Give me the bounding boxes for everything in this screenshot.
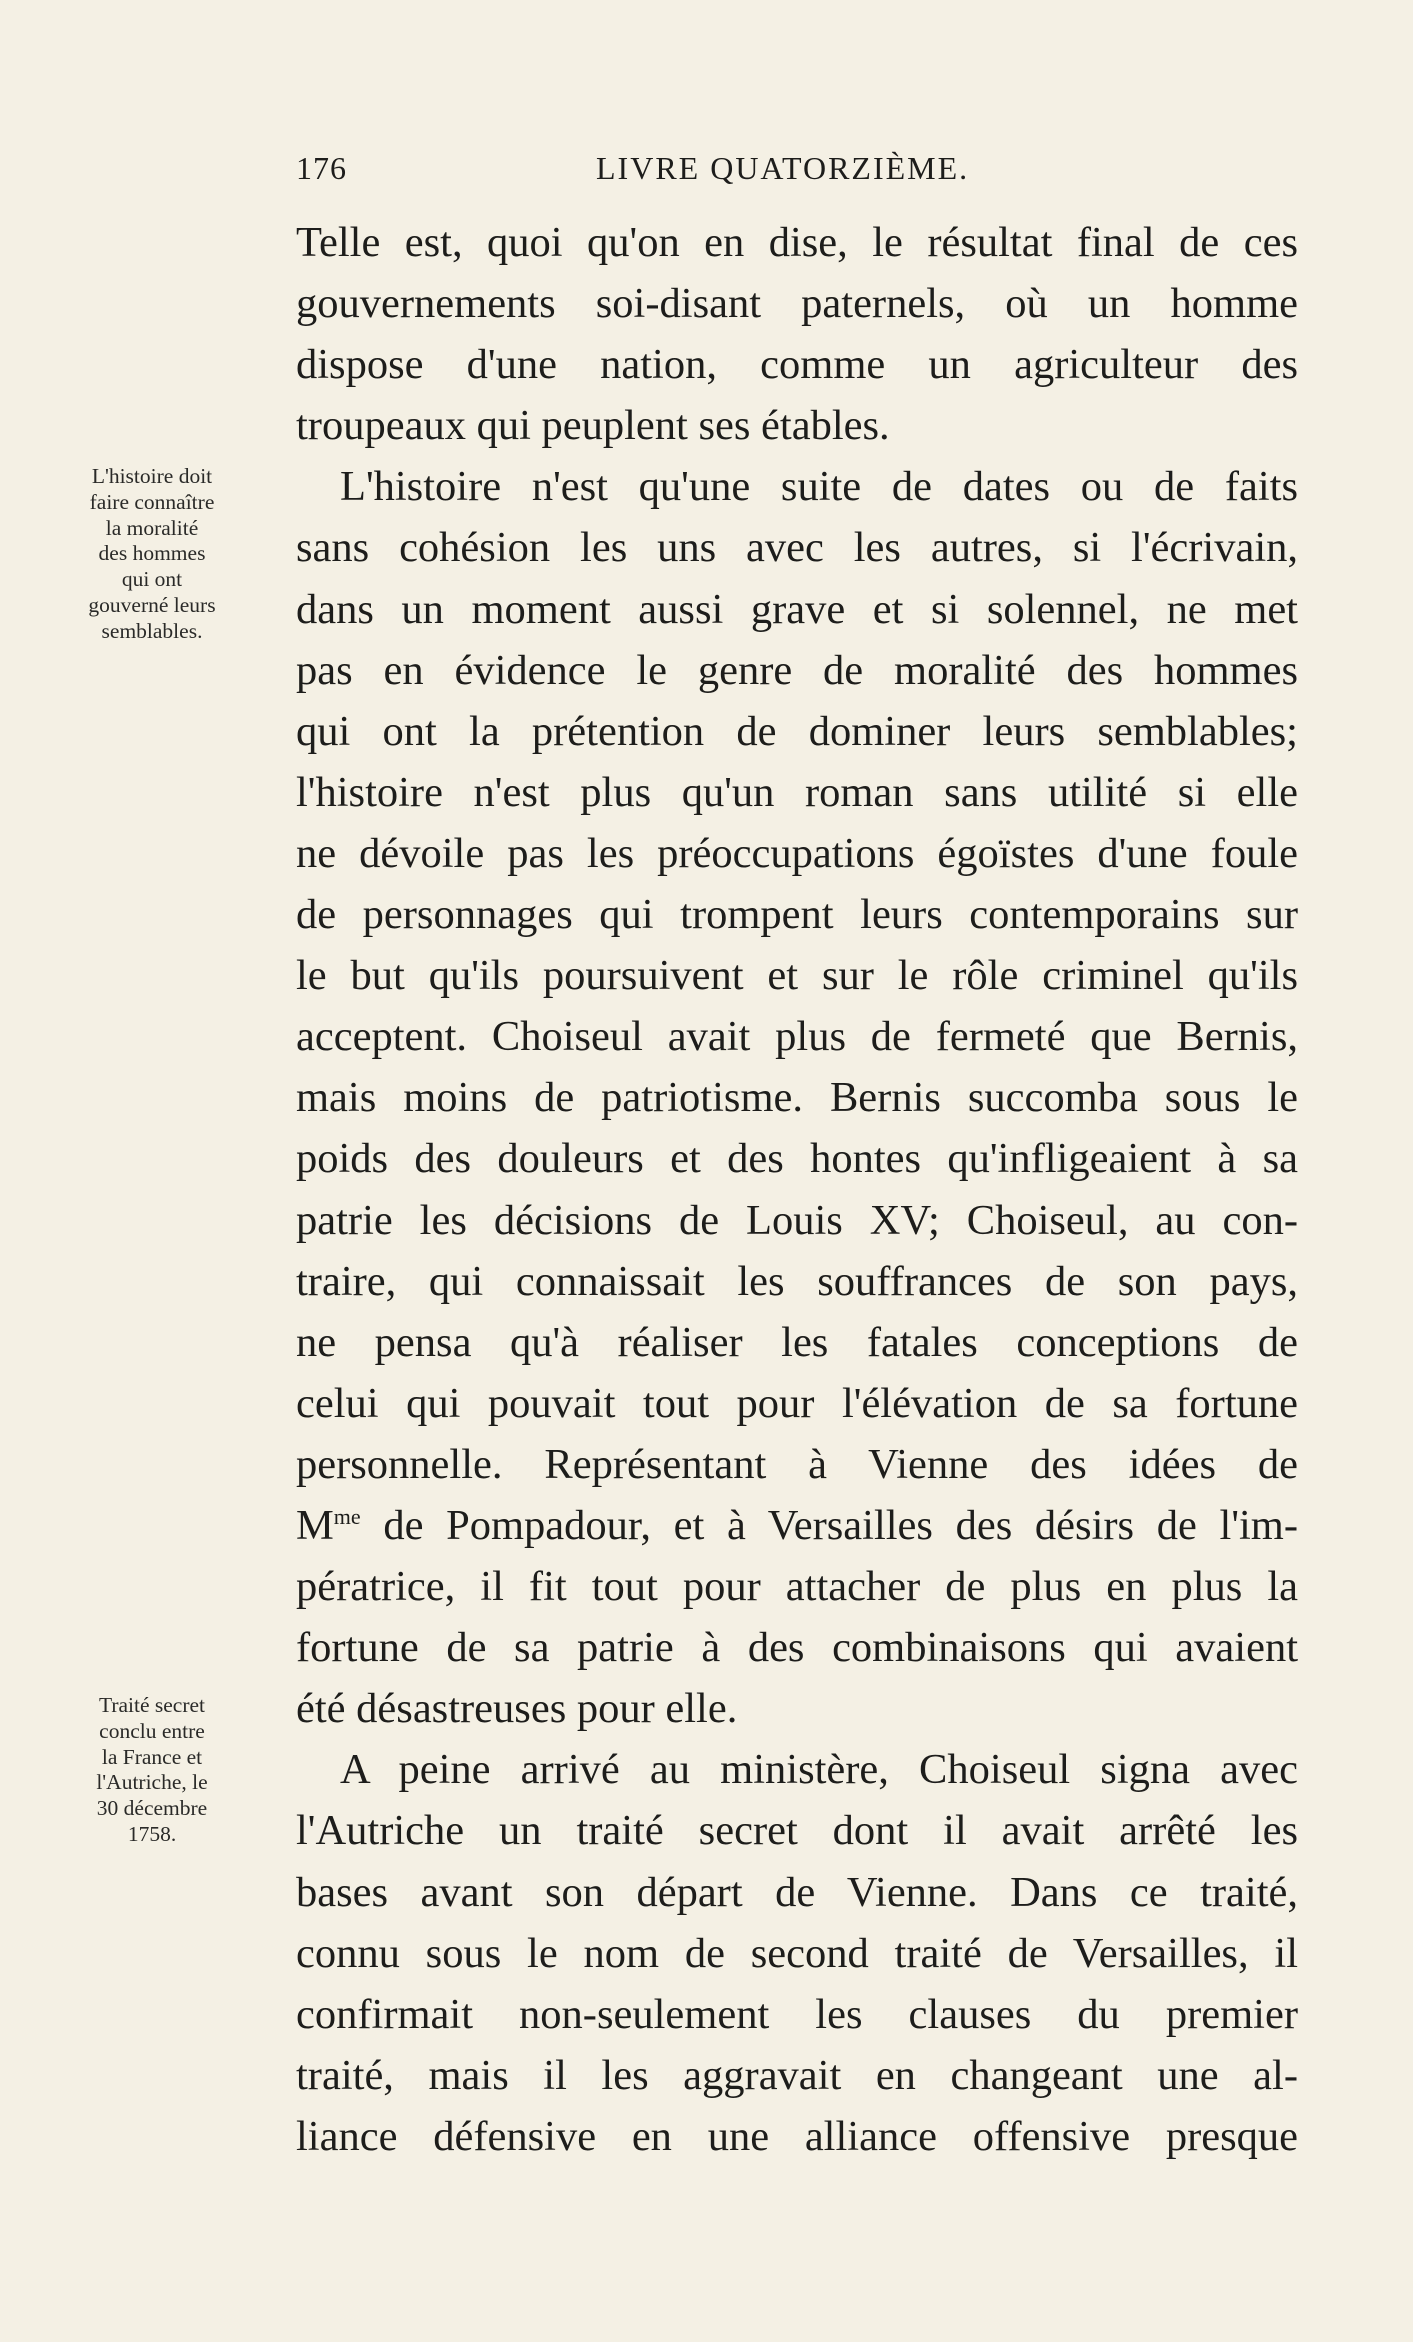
- text-line: l'Autriche un traité secret dont il avait arrêté les: [296, 1807, 1298, 1855]
- text-line: Telle est, quoi qu'on en dise, le résultat final de ces: [296, 219, 1298, 266]
- text-line: bases avant son départ de Vienne. Dans ce traité,: [296, 1868, 1298, 1916]
- margin-note-line: 30 décembre: [96, 1796, 208, 1821]
- text-line: traité, mais il les aggravait en changeant une al-: [296, 2051, 1298, 2099]
- text-line: celui qui pouvait tout pour l'élévation de sa fortune: [296, 1379, 1298, 1427]
- text-line: pératrice, il fit tout pour attacher de plus en plus la: [296, 1563, 1298, 1611]
- margin-note-line: L'histoire doit: [91, 464, 213, 488]
- text-line: fortune de sa patrie à des combinaisons qui avaient: [296, 1624, 1298, 1672]
- margin-note-line: 1758.: [127, 1821, 177, 1846]
- text-line: liance défensive en une alliance offensive presque: [296, 2112, 1298, 2160]
- text-line: le but qu'ils poursuivent et sur le rôle criminel qu'ils: [296, 952, 1298, 1000]
- text-line: L'histoire n'est qu'une suite de dates ou de faits: [340, 463, 1298, 511]
- text-line: qui ont la prétention de dominer leurs semblables;: [296, 707, 1298, 755]
- margin-note-secret-treaty: [48, 1693, 256, 1848]
- margin-note-line: la moralité: [105, 515, 199, 540]
- paragraph-1: [296, 212, 1298, 456]
- margin-note-line: gouverné leurs: [88, 592, 216, 617]
- margin-note-history-morality: [48, 464, 256, 645]
- mme-rest: de Pompadour, et à Versailles des désirs de l'im-: [360, 1501, 1298, 1549]
- text-line: dispose d'une nation, comme un agriculteur des: [296, 341, 1298, 389]
- body-text: [296, 212, 1298, 2167]
- text-line: personnelle. Représentant à Vienne des idées de: [296, 1440, 1298, 1488]
- margin-note-line: faire connaître: [89, 489, 215, 514]
- mme-superscript: me: [333, 1503, 361, 1529]
- margin-note-line: des hommes: [98, 541, 206, 566]
- margin-note-line: l'Autriche, le: [96, 1770, 208, 1795]
- text-line: confirmait non-seulement les clauses du premier: [296, 1990, 1298, 2038]
- paragraph-3: [296, 1739, 1298, 2167]
- page-number: 176: [296, 150, 347, 186]
- margin-note-line: Traité secret: [98, 1693, 206, 1717]
- margin-note-line: conclu entre: [99, 1718, 205, 1743]
- text-line: acceptent. Choiseul avait plus de fermeté que Bernis,: [296, 1013, 1298, 1061]
- text-line: dans un moment aussi grave et si solennel, ne met: [296, 585, 1298, 633]
- paragraph-2: [296, 456, 1298, 1739]
- text-line: été désastreuses pour elle.: [296, 1685, 738, 1733]
- text-line: sans cohésion les uns avec les autres, si l'écrivain,: [296, 524, 1298, 572]
- text-line: traire, qui connaissait les souffrances de son pays,: [296, 1257, 1298, 1305]
- page-header: [296, 150, 1296, 200]
- running-title: LIVRE QUATORZIÈME.: [596, 150, 970, 186]
- text-line: troupeaux qui peuplent ses étables.: [296, 402, 890, 450]
- text-line: ne dévoile pas les préoccupations égoïstes d'une foule: [296, 829, 1298, 877]
- mme-prefix: M: [296, 1501, 334, 1549]
- margin-note-line: qui ont: [121, 567, 183, 592]
- margin-note-line: la France et: [101, 1744, 203, 1769]
- text-line: poids des douleurs et des hontes qu'infligeaient à sa: [296, 1135, 1298, 1183]
- text-line: l'histoire n'est plus qu'un roman sans utilité si elle: [296, 768, 1298, 816]
- text-line: patrie les décisions de Louis XV; Choiseul, au con-: [296, 1196, 1298, 1244]
- text-line: ne pensa qu'à réaliser les fatales conceptions de: [296, 1318, 1298, 1366]
- text-line: de personnages qui trompent leurs contemporains sur: [296, 891, 1298, 939]
- margin-note-line: semblables.: [101, 618, 203, 643]
- text-line: gouvernements soi-disant paternels, où un homme: [296, 280, 1298, 328]
- text-line: connu sous le nom de second traité de Versailles, il: [296, 1929, 1298, 1977]
- text-line: mais moins de patriotisme. Bernis succomba sous le: [296, 1074, 1298, 1122]
- text-line-mme: [296, 1495, 1298, 1556]
- text-line: A peine arrivé au ministère, Choiseul signa avec: [340, 1746, 1298, 1794]
- text-line: pas en évidence le genre de moralité des hommes: [296, 646, 1298, 694]
